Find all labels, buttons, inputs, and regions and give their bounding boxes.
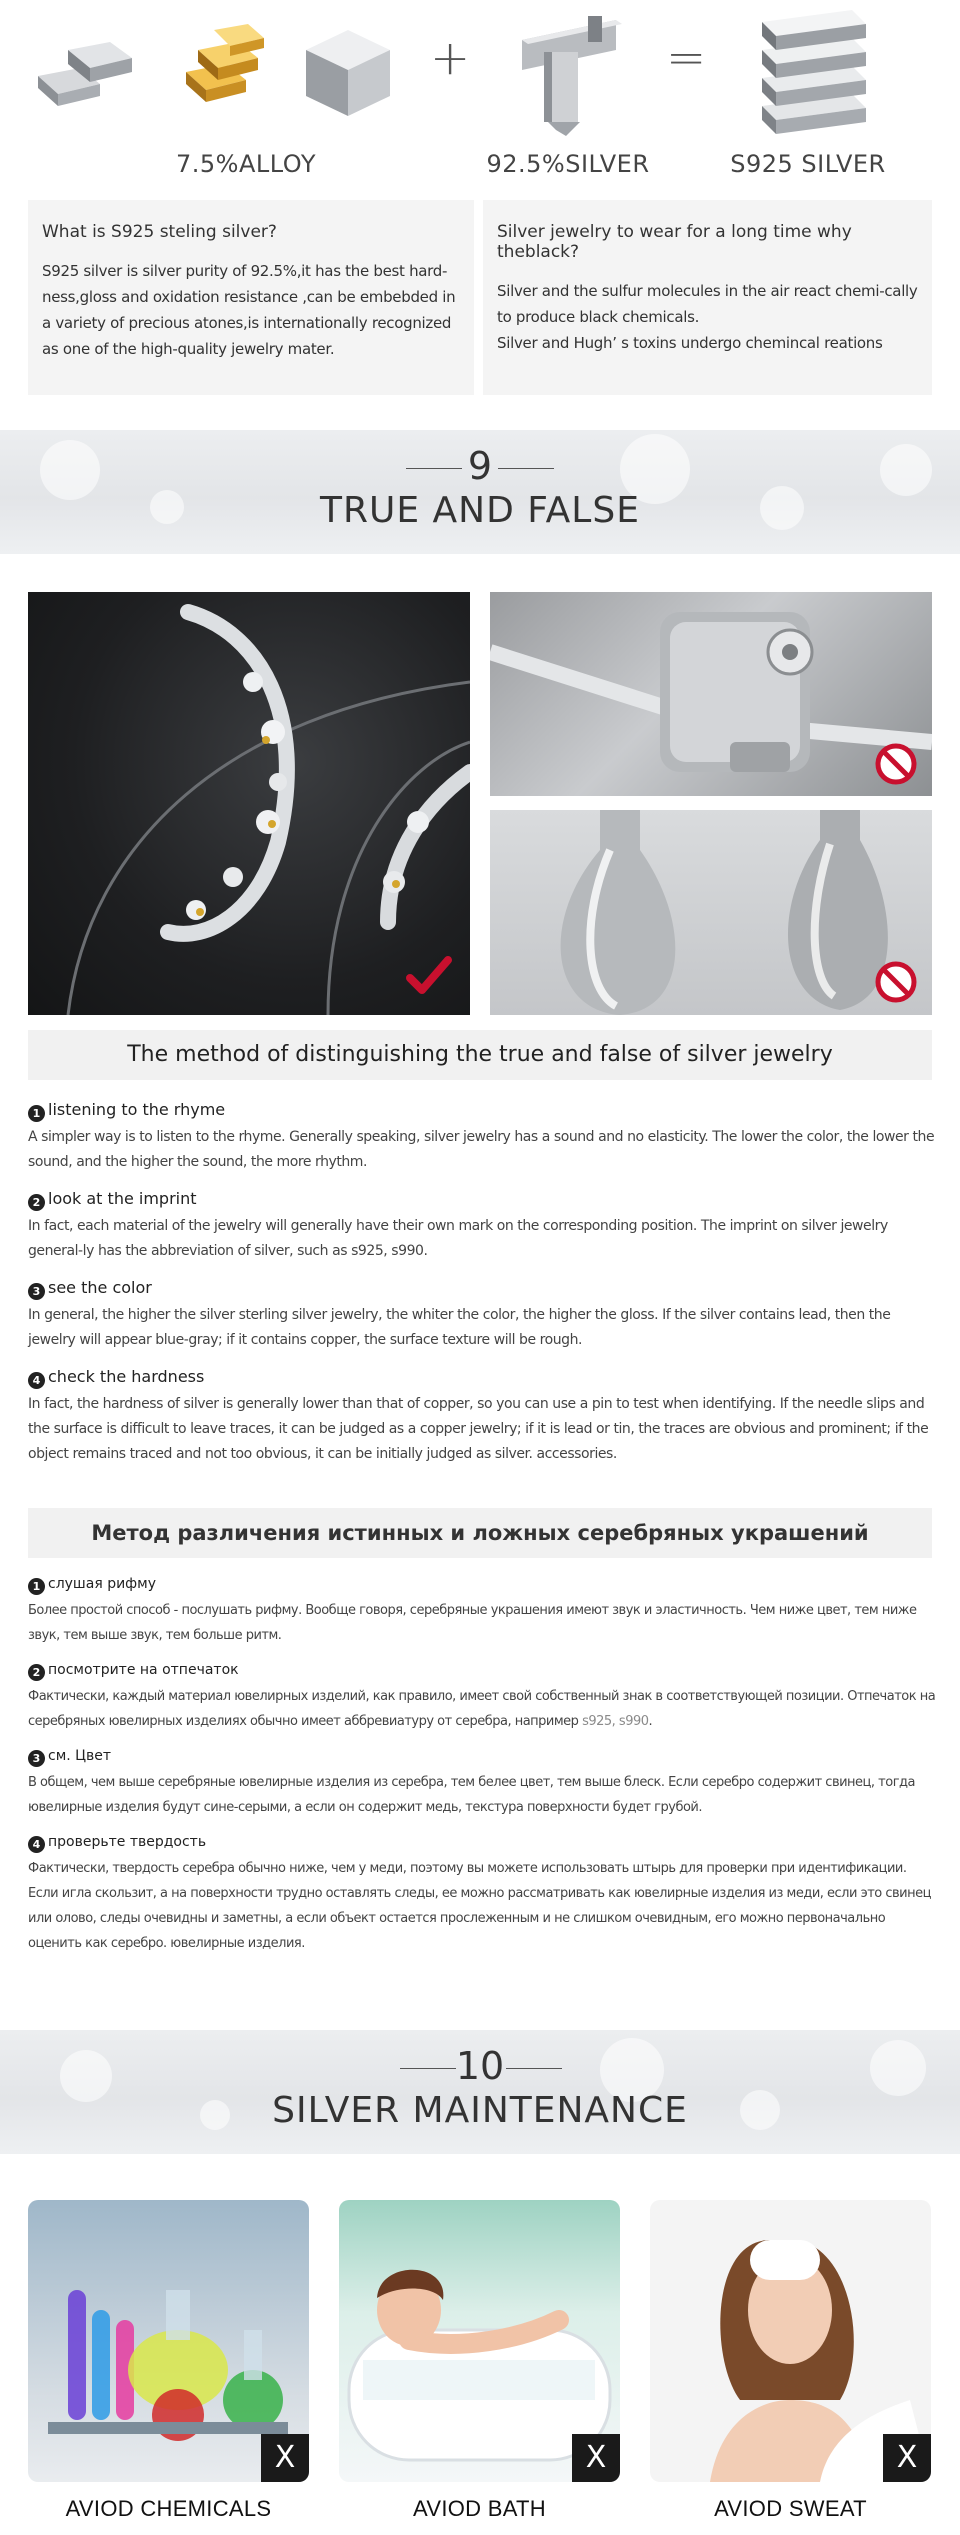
list-item <box>28 1748 936 1820</box>
section-number: 9 <box>467 444 493 488</box>
method-header-en: The method of distinguishing the true and false of silver jewelry <box>28 1030 932 1080</box>
prohibited-x-icon: X <box>883 2434 931 2482</box>
method-item-body: A simpler way is to listen to the rhyme. Generally speaking, silver jewelry has a sound and no elasticity. The lower the color, the lower the sound, and the higher the sound, the more rhythm. <box>28 1129 935 1170</box>
result-label: S925 SILVER <box>730 150 886 178</box>
list-item <box>28 1367 936 1467</box>
method-item-body: In fact, the hardness of silver is generally lower than that of copper, so you can use a pin to test when identifying. If the needle slips and the surface is difficult to leave traces, it can be judged as a copper jewelry; if it is lead or tin, the traces are obvious and prominent; if the object remains traced and not too obvious, it can be initially judged as silver. accessories. <box>28 1396 929 1462</box>
method-item-title: 3 см. Цвет <box>28 1748 936 1767</box>
list-item <box>28 1834 936 1956</box>
number-badge: 1 <box>28 1105 45 1122</box>
equals-sign: = <box>666 30 707 86</box>
info-body: Silver and the sulfur molecules in the air react chemi-cally to produce black chemicals. <box>497 282 918 326</box>
section-number: 10 <box>455 2044 505 2088</box>
number-badge: 4 <box>28 1836 45 1853</box>
prohibited-x-icon: X <box>261 2434 309 2482</box>
card-label-bath: AVIOD BATH <box>413 2496 546 2521</box>
number-badge: 3 <box>28 1283 45 1300</box>
list-item <box>28 1100 936 1175</box>
method-item-title: 1 слушая рифму <box>28 1576 936 1595</box>
genuine-silver-earrings-photo <box>28 592 470 1015</box>
method-item-body: В общем, чем выше серебряные ювелирные изделия из серебра, тем белее цвет, тем выше блеск. Если серебро содержит свинец, тогда ювелирные изделия будут сине-серыми, а если он содержит медь, текстура поверхности будет грубой. <box>28 1775 915 1815</box>
card-label-sweat: AVIOD SWEAT <box>714 2496 867 2521</box>
section-title: TRUE AND FALSE <box>320 490 640 531</box>
list-item <box>28 1278 936 1353</box>
number-badge: 1 <box>28 1578 45 1595</box>
info-title: What is S925 steling silver? <box>42 222 277 242</box>
alloy-formula <box>0 0 960 190</box>
alloy-label: 7.5%ALLOY <box>175 150 316 178</box>
list-item <box>28 1662 936 1734</box>
silver-label: 92.5%SILVER <box>486 150 650 178</box>
info-body: Silver and Hugh’ s toxins undergo chemincal reations <box>497 334 883 352</box>
list-item <box>28 1189 936 1264</box>
method-item-title: 4 check the hardness <box>28 1367 936 1389</box>
list-item <box>28 1576 936 1648</box>
method-item-body: In fact, each material of the jewelry will generally have their own mark on the corresponding position. The imprint on silver jewelry general-ly has the abbreviation of silver, such as s925, s990. <box>28 1218 888 1259</box>
number-badge: 2 <box>28 1194 45 1211</box>
method-item-title: 1 listening to the rhyme <box>28 1100 936 1122</box>
silver-grade-reference: s925, s990 <box>582 1714 649 1729</box>
stamp-closeup <box>490 592 932 796</box>
silver-bar-stack-icon <box>748 8 874 140</box>
info-title: Silver jewelry to wear for a long time why theblack? <box>497 222 852 262</box>
number-badge: 3 <box>28 1750 45 1767</box>
method-item-body: Более простой способ - послушать рифму. Вообще говоря, серебряные украшения имеют звук и эластичность. Чем ниже цвет, тем ниже звук, тем выше звук, тем больше ритм. <box>28 1603 917 1643</box>
method-item-body: In general, the higher the silver sterling silver jewelry, the whiter the color, the higher the gloss. If the silver contains lead, then the jewelry will appear blue-gray; if it contains copper, the surface texture will be rough. <box>28 1307 891 1348</box>
plus-sign: + <box>430 30 471 86</box>
method-item-title: 4 проверьте твердость <box>28 1834 936 1853</box>
section-banner-9 <box>0 430 960 554</box>
section-title: SILVER MAINTENANCE <box>272 2090 688 2131</box>
card-avoid-bath <box>339 2200 620 2482</box>
prohibited-x-icon: X <box>572 2434 620 2482</box>
drop-earrings <box>490 810 932 1015</box>
number-badge: 4 <box>28 1372 45 1389</box>
method-item-body: Фактически, твердость серебра обычно ниже, чем у меди, поэтому вы можете использовать штырь для проверки при идентификации. Если игла скользит, а на поверхности трудно оставлять следы, ее можно рассматривать как ювелирные изделия из меди, если это свинец или олово, следы очевидны и заметны, а если объект остается прослеженным и не слишком очевидным, его можно первоначально оценить как серебро. ювелирные изделия. <box>28 1861 931 1951</box>
method-list-ru <box>28 1576 936 1970</box>
fake-silver-drop-earrings-photo <box>490 810 932 1015</box>
silver-bar-icon <box>28 28 156 112</box>
method-header-ru: Метод различения истинных и ложных серебряных украшений <box>28 1508 932 1558</box>
fake-silver-stamp-photo <box>490 592 932 796</box>
prohibited-icon <box>874 742 918 786</box>
check-mark-icon <box>406 956 452 996</box>
card-avoid-sweat <box>650 2200 931 2482</box>
info-box-what-is-s925 <box>28 200 474 395</box>
method-item-title: 2 посмотрите на отпечаток <box>28 1662 936 1681</box>
method-item-body: Фактически, каждый материал ювелирных изделий, как правило, имеет свой собственный знак в соответствующей позиции. Отпечаток на серебряных ювелирных изделиях обычно имеет аббревиатуру от серебра, например s925, s990. <box>28 1689 936 1729</box>
number-badge: 2 <box>28 1664 45 1681</box>
method-item-title: 2 look at the imprint <box>28 1189 936 1211</box>
info-body: S925 silver is silver purity of 92.5%,it has the best hard-ness,gloss and oxidation resistance ,can be embebded in a variety of precious atones,is internationally recognized as one of the high-quality jewelry mater. <box>42 262 456 358</box>
prohibited-icon <box>874 960 918 1004</box>
silver-ingot-icon <box>496 10 632 138</box>
card-label-chemicals: AVIOD CHEMICALS <box>65 2496 272 2521</box>
method-list-en <box>28 1100 936 1481</box>
section-banner-10 <box>0 2030 960 2154</box>
card-avoid-chemicals <box>28 2200 309 2482</box>
gold-bar-icon <box>168 22 286 114</box>
info-box-why-black <box>483 200 932 395</box>
earring-illustration <box>28 592 470 1015</box>
metal-cube-icon <box>300 24 396 120</box>
method-item-title: 3 see the color <box>28 1278 936 1300</box>
